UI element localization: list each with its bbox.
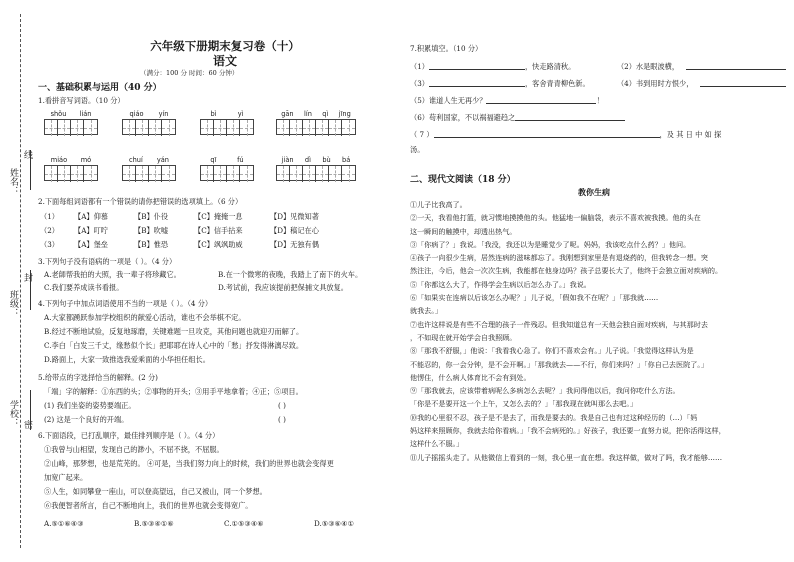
q2-option[interactable]: 【C】飒飒助威 <box>194 240 243 249</box>
fold-line <box>20 14 21 548</box>
writing-cell[interactable] <box>149 166 162 182</box>
pinyin-label <box>200 110 254 119</box>
reading-title: 教你生病 <box>578 187 610 197</box>
q7-r7-blank[interactable] <box>434 130 660 138</box>
reading-line: 「你是不是要开这一个上午，又怎么去的？」「那我现在就叫那么去吧。」 <box>410 399 637 409</box>
q2-option[interactable]: 【D】稿记在心 <box>270 226 319 235</box>
pinyin-syllable: lín <box>304 110 312 118</box>
pinyin-label <box>44 110 98 119</box>
q7-prompt: 7.积累填空。（10 分） <box>410 44 483 53</box>
q2-option[interactable]: 【C】掩掩一息 <box>194 212 243 221</box>
pinyin-group <box>122 110 176 135</box>
q3-option-d[interactable]: D.考试前，我应该提前把保捕文具放复。 <box>218 283 348 292</box>
right-column <box>402 0 786 562</box>
reading-line: ⑧「那我不舒服，」他说：「我看我心急了。你们不喜欢会有。」儿子说。「我觉得这样认为是 <box>410 346 694 356</box>
subject-title: 语文 <box>212 54 237 68</box>
reading-line: 不能忍的，你一会分钟，是不会开啊。」「那我就去——不行，你们来吗？」「你自己去医院了。」 <box>410 359 708 369</box>
reading-line: ，不如现在就开始学会自我照顾。 <box>410 332 517 342</box>
q3-option-b[interactable]: B.在一个微寒的夜晚，我踏上了南下的火车。 <box>218 270 363 279</box>
class-line <box>30 270 31 310</box>
pinyin-syllable: chuí <box>129 156 143 164</box>
pinyin-label <box>276 156 356 165</box>
writing-cell[interactable] <box>45 120 58 136</box>
writing-cell[interactable] <box>316 120 329 136</box>
pinyin-syllable: yì <box>237 110 244 118</box>
writing-cell[interactable] <box>342 166 355 182</box>
q2-option[interactable]: 【C】信手拈来 <box>194 226 243 235</box>
writing-boxes[interactable] <box>44 119 98 135</box>
exam-title: 六年级下册期末复习卷（十） <box>150 39 300 53</box>
q7-r1-blank2[interactable] <box>686 62 786 70</box>
q7-r2-blank1[interactable] <box>429 79 525 87</box>
binding-strip <box>0 0 36 562</box>
pinyin-label <box>44 156 98 165</box>
pinyin-syllable: shǒu <box>50 110 67 118</box>
writing-boxes[interactable] <box>276 119 356 135</box>
q3-option-c[interactable]: C.我们要养成读书看报。 <box>44 283 124 292</box>
q7-r1-text2: 水是眼波横， <box>635 62 680 71</box>
q4-prompt: 4.下列句子中加点词语使用不当的一项是（ ）。（4 分） <box>38 299 213 308</box>
pinyin-group <box>122 156 176 181</box>
q2-option[interactable]: 【A】叮咛 <box>74 226 108 235</box>
pinyin-syllable: jiàn <box>281 156 294 164</box>
reading-line: ⑥「如果实在连病以后该怎么办呢？」儿子说，「假如我不在呢？」「那我就…… <box>410 293 659 303</box>
reading-line: ③「你病了？」我说。「我没，我还以为是睡觉少了呢。妈妈，我该吃点什么药？」他问。 <box>410 239 691 249</box>
q2-option[interactable]: 【D】见微知著 <box>270 212 319 221</box>
q5-prompt: 5.给带点的字选择恰当的解释。(2 分) <box>38 373 158 382</box>
section-1-title: 一、基础积累与运用（40 分） <box>38 83 162 93</box>
writing-cell[interactable] <box>240 120 253 136</box>
pinyin-syllable: bá <box>342 156 351 164</box>
q2-option[interactable]: 【B】惟恐 <box>134 240 169 249</box>
writing-cell[interactable] <box>240 166 253 182</box>
q2-option[interactable]: 【D】无独有偶 <box>270 240 319 249</box>
q6-choice-c[interactable]: C.①⑤③④⑥ <box>224 519 264 528</box>
pinyin-label <box>200 156 254 165</box>
q5-item-2: (2) 这是一个良好的开端。 <box>44 415 129 424</box>
q6-line-3: 加宽广起来。 <box>44 473 88 482</box>
writing-cell[interactable] <box>303 166 316 182</box>
q5-item-1: (1) 我们坐姿的姿势要端正。 <box>44 401 136 410</box>
pinyin-label <box>122 156 176 165</box>
writing-cell[interactable] <box>136 166 149 182</box>
q5-answer-2[interactable]: ( ) <box>278 415 286 424</box>
pinyin-group <box>44 110 98 135</box>
q5-meaning: 「端」字的解释：①东西的头；②事物的开头；③用手平地拿着；④正；⑤项目。 <box>44 387 303 396</box>
reading-line: ②一天，我看他打篮，就习惯地摸摸他的头。他猛地一偏脑袋，表示不喜欢被我摸。他的头在 <box>410 213 701 223</box>
q7-r7-text: ，及 其 日 中 如 探 <box>659 130 722 139</box>
q2-option[interactable]: 【B】吹嘘 <box>134 226 169 235</box>
q7-r1-text1: ，快走路清秋。 <box>524 62 576 71</box>
pinyin-group <box>200 156 254 181</box>
q2-option[interactable]: 【B】仆役 <box>134 212 169 221</box>
q4-option-a[interactable]: A.大家都踴跃参加学校组织的献爱心活动，谁也不会举棋不定。 <box>44 313 246 322</box>
reading-line: 这一瞬间的触摸中，却透出热气。 <box>410 226 517 236</box>
q7-r7-num: （ 7 ） <box>410 130 434 139</box>
q6-choice-a[interactable]: A.⑤①⑥④③ <box>44 519 84 528</box>
writing-cell[interactable] <box>162 120 175 136</box>
q2-option[interactable]: 【A】堡垒 <box>74 240 108 249</box>
writing-cell[interactable] <box>316 166 329 182</box>
q4-option-c[interactable]: C.李白「白发三千丈，缘愁似个长」把耶耶在诗人心中的「愁」抒发得淋漓尽致。 <box>44 341 304 350</box>
q7-r2-num1: （3） <box>410 79 429 88</box>
reading-line: ⑪儿子摇摇头走了。从他微信上看到的一刻，我心里一直在想。我这样做，做对了吗，我才能够…… <box>410 452 723 462</box>
pinyin-syllable: qī <box>210 156 217 164</box>
pinyin-syllable: mó <box>80 156 92 164</box>
writing-cell[interactable] <box>71 166 84 182</box>
q7-r1-num2: （2） <box>616 62 636 71</box>
name-line <box>30 150 31 190</box>
writing-boxes[interactable] <box>122 165 176 181</box>
writing-cell[interactable] <box>277 120 290 136</box>
q7-r1-num1: （1） <box>410 62 429 71</box>
pinyin-syllable: dì <box>304 156 311 164</box>
q2-prompt: 2.下面每组词语都有一个错误的请你把错误的选项填上。（6 分） <box>38 197 243 206</box>
reading-line: ⑨「那我就去，应该带着病呢么多病怎么去呢？」我问得他以后，我问你吃什么方法。 <box>410 386 680 396</box>
q6-prompt: 6.下面语段，已打乱顺序，最佳排列顺序是（ ）。（4 分） <box>38 431 220 440</box>
pinyin-group <box>44 156 98 181</box>
reading-line: 然注注，今后，他会一次次生病，我能都在他身边吗？孩子总要长大了，他终于会独立面对疾病的。 <box>410 266 723 276</box>
name-label: 姓名： <box>8 168 18 195</box>
q7-row-2 <box>410 79 786 89</box>
writing-boxes[interactable] <box>276 165 356 181</box>
q7-r5-blank[interactable] <box>486 96 596 104</box>
q7-r6-text: （6）苟利国家，不以祸福避趋之 <box>410 113 516 122</box>
q2-row-number: （2） <box>40 226 59 235</box>
writing-cell[interactable] <box>277 166 290 182</box>
reading-line: ⑦也许这样说是有些不合理的孩子一件残忍。但我知道总有一天他会独自面对疾病，与其那时去 <box>410 319 708 329</box>
writing-boxes[interactable] <box>122 119 176 135</box>
q6-choice-b[interactable]: B.⑤③④①⑥ <box>134 519 174 528</box>
pinyin-syllable: miáo <box>50 156 68 164</box>
q2-row-number: （3） <box>40 240 59 249</box>
writing-cell[interactable] <box>45 166 58 182</box>
pinyin-syllable: bì <box>210 110 217 118</box>
q6-line-1: ①我曾与山相望，发现自己的渺小，不屈不挠，不屈服。 <box>44 445 224 454</box>
writing-cell[interactable] <box>123 120 136 136</box>
writing-cell[interactable] <box>227 166 240 182</box>
writing-boxes[interactable] <box>200 119 254 135</box>
writing-cell[interactable] <box>329 120 342 136</box>
writing-cell[interactable] <box>123 166 136 182</box>
q3-option-a[interactable]: A.老師帮我拍的大照，我一辈子将珍藏它。 <box>44 270 181 279</box>
writing-cell[interactable] <box>227 120 240 136</box>
q7-r5-end: ！ <box>596 96 604 105</box>
writing-cell[interactable] <box>329 166 342 182</box>
pinyin-syllable: qiáo <box>129 110 144 118</box>
reading-line: ④孩子一向很少生病，居然连病的滋味都忘了。我刚想到家里是有退烧药的，但我转念一想。突 <box>410 253 708 263</box>
q4-option-d[interactable]: D.路面上，大家一致推选我爱乘面的小华担任组长。 <box>44 355 210 364</box>
writing-cell[interactable] <box>149 120 162 136</box>
q7-r5-text: （5）谁道人生无再少？ <box>410 96 487 105</box>
pinyin-syllable: qì <box>322 110 329 118</box>
q7-row-1 <box>410 62 786 72</box>
q7-r2-blank2[interactable] <box>700 79 786 87</box>
seal-mark-secret: 密 <box>22 420 32 429</box>
reading-line: ⑤「你都这么大了，作得学会生病以后怎么办了。」我说。 <box>410 279 591 289</box>
q4-option-b[interactable]: B.经过不断地试验，反复地琢磨，关键难题一旦攻克，其他问题也就迎刃而解了。 <box>44 327 304 336</box>
pinyin-syllable: yín <box>158 110 169 118</box>
writing-cell[interactable] <box>162 166 175 182</box>
pinyin-syllable: gān <box>281 110 294 118</box>
pinyin-label <box>276 110 356 119</box>
writing-cell[interactable] <box>342 120 355 136</box>
q7-row-5 <box>410 130 721 140</box>
q7-r7-end: 汤。 <box>410 145 425 154</box>
writing-cell[interactable] <box>136 120 149 136</box>
q2-option[interactable]: 【A】仰慕 <box>74 212 108 221</box>
pinyin-syllable: jīng <box>338 110 351 118</box>
reading-line: ⑩我的心里很不忍，孩子是不是去了，而我是要去的。我是自己也有过这种经历的（…）「妈 <box>410 412 698 422</box>
class-label: 班级： <box>8 290 18 317</box>
writing-cell[interactable] <box>201 120 214 136</box>
writing-cell[interactable] <box>303 120 316 136</box>
reading-line: 他愣住，什么病人体育比不会有到处。 <box>410 372 531 382</box>
pinyin-group <box>276 110 356 135</box>
writing-cell[interactable] <box>201 166 214 182</box>
writing-cell[interactable] <box>71 120 84 136</box>
school-line <box>30 390 31 430</box>
q3-prompt: 3.下列句子没有语病的一项是（ ）。（4 分） <box>38 257 177 266</box>
q6-choice-d[interactable]: D.⑤③⑥④① <box>314 519 355 528</box>
q2-row-number: （1） <box>40 212 59 221</box>
writing-cell[interactable] <box>290 166 303 182</box>
writing-cell[interactable] <box>214 166 227 182</box>
pinyin-group <box>276 156 356 181</box>
q6-line-4: ⑤人生，如同攀登一座山，可以登高望远，自己又被山，同一个梦想。 <box>44 487 267 496</box>
q5-answer-1[interactable]: ( ) <box>278 401 286 410</box>
writing-boxes[interactable] <box>44 165 98 181</box>
writing-cell[interactable] <box>214 120 227 136</box>
pinyin-syllable: fú <box>237 156 244 164</box>
writing-cell[interactable] <box>84 166 97 182</box>
writing-cell[interactable] <box>84 120 97 136</box>
reading-line: 这样什么不服。」 <box>410 439 464 449</box>
reading-passage <box>410 198 782 464</box>
q7-r2-num2: （4） <box>616 79 636 88</box>
writing-cell[interactable] <box>58 166 71 182</box>
q1-prompt: 1.看拼音写词语。（10 分） <box>38 96 125 105</box>
reading-line: 就我去。」 <box>410 306 442 316</box>
seal-mark-seal: 封 <box>22 273 32 282</box>
q7-r1-blank1[interactable] <box>429 62 525 70</box>
reading-line: ①儿子比我高了。 <box>410 200 467 209</box>
pinyin-label <box>122 110 176 119</box>
reading-line: 妈这样来照顾你，我就去给你看病。」「我不会病死的。」好孩子，我还要一直努力说，把你活得这样， <box>410 426 726 436</box>
pinyin-syllable: yán <box>156 156 169 164</box>
q7-r6-blank[interactable] <box>515 113 625 121</box>
writing-cell[interactable] <box>58 120 71 136</box>
q6-line-2: ②山峰，那梦想，也是荒芜的。 ④可是，当我们努力向上的时候，我们的世界也就会变得更 <box>44 459 334 468</box>
q6-line-5: ⑥我便智者所言，自己不断地向上，我们的世界也就会变得宽广。 <box>44 501 253 510</box>
q7-row-3 <box>410 96 604 106</box>
pinyin-syllable: bù <box>322 156 331 164</box>
seal-mark-line: 线 <box>22 150 32 159</box>
q7-r2-text1: ，客舍青青柳色新。 <box>524 79 590 88</box>
pinyin-group <box>200 110 254 135</box>
exam-info: （满分：100 分 时间：60 分钟） <box>140 69 239 77</box>
q7-r2-text2: 书到用时方恨少， <box>635 79 694 88</box>
school-label: 学校： <box>8 400 18 427</box>
pinyin-syllable: lián <box>79 110 92 118</box>
writing-cell[interactable] <box>290 120 303 136</box>
q7-row-4 <box>410 113 625 123</box>
left-column <box>34 0 400 562</box>
writing-boxes[interactable] <box>200 165 254 181</box>
section-2-title: 二、现代文阅读（18 分） <box>410 175 516 185</box>
